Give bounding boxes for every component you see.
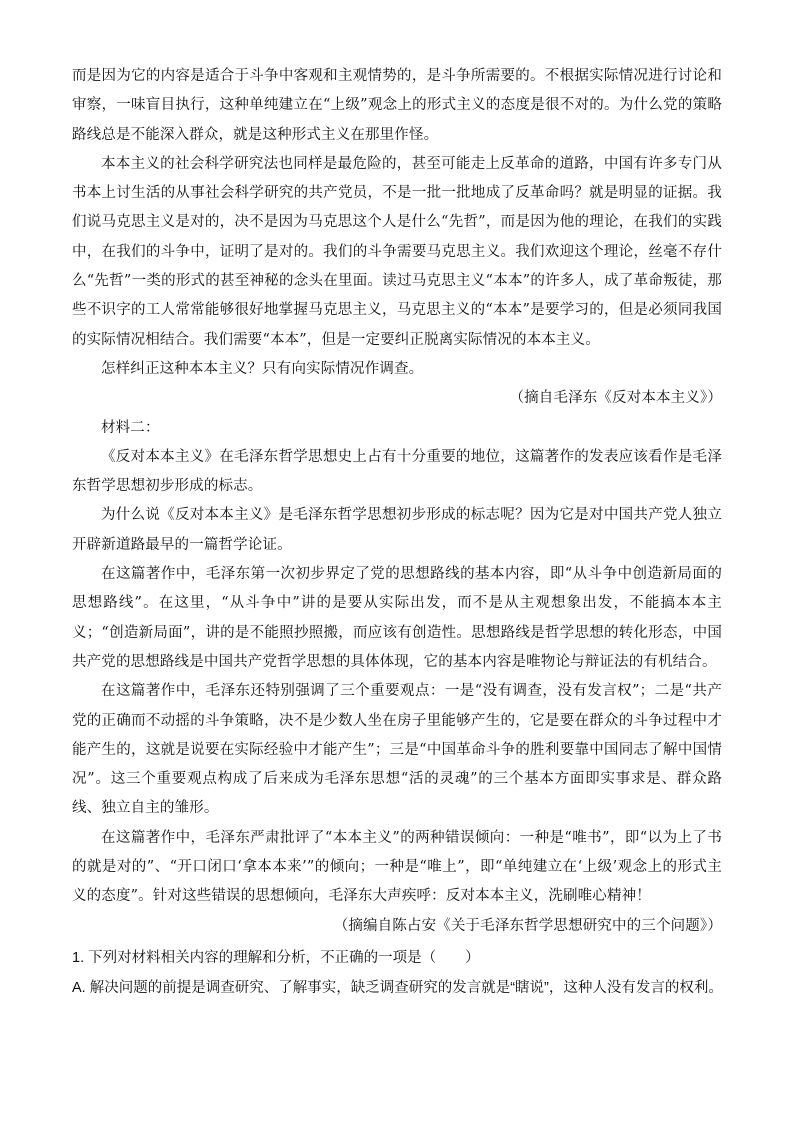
material2-paragraph-3: 在这篇著作中，毛泽东第一次初步界定了党的思想路线的基本内容，即“从斗争中创造新局面的思想路线”。在这里，“从斗争中”讲的是要从实际出发，而不是从主观想象出发，不能搞本本主义；“创造新局面”，讲的是不能照抄照搬，而应该有创造性。思想路线是哲学思想的转化形态，中国共产党的思想路线是中国共产党哲学思想的具体体现，它的基本内容是唯物论与辩证法的有机结合。 xyxy=(72,566,722,670)
question-stem: 1. 下列对材料相关内容的理解和分析，不正确的一项是（ ） xyxy=(72,950,480,966)
material2-heading: 材料二： xyxy=(101,419,160,436)
material2-paragraph-2: 为什么说《反对本本主义》是毛泽东哲学思想初步形成的标志呢？因为它是对中国共产党人独立开辟新道路最早的一篇哲学论证。 xyxy=(72,507,722,553)
material2-source: （摘编自陈占安《关于毛泽东哲学思想研究中的三个问题》） xyxy=(333,917,722,934)
material2-paragraph-4: 在这篇著作中，毛泽东还特别强调了三个重要观点：一是“没有调查，没有发言权”；二是“共产党的正确而不动摇的斗争策略，决不是少数人坐在房子里能够产生的，它是要在群众的斗争过程中才能产生的，这就是说要在实际经验中才能产生”；三是“中国革命斗争的胜利要靠中国同志了解中国情况”。这三个重要观点构成了后来成为毛泽东思想“活的灵魂”的三个基本方面即实事求是、群众路线、独立自主的雏形。 xyxy=(72,683,722,817)
reading-passage xyxy=(72,62,722,941)
material1-source: （摘自毛泽东《反对本本主义》） xyxy=(509,390,722,407)
material1-paragraph-1: 而是因为它的内容是适合于斗争中客观和主观情势的，是斗争所需要的。不根据实际情况进行讨论和审察，一味盲目执行，这种单纯建立在“上级”观念上的形式主义的态度是很不对的。为什么党的策略路线总是不能深入群众，就是这种形式主义在那里作怪。 xyxy=(72,68,722,143)
material1-paragraph-2: 本本主义的社会科学研究法也同样是最危险的，甚至可能走上反革命的道路，中国有许多专门从书本上讨生活的从事社会科学研究的共产党员，不是一批一批地成了反革命吗？就是明显的证据。我们说马克思主义是对的，决不是因为马克思这个人是什么“先哲”，而是因为他的理论，在我们的实践中，在我们的斗争中，证明了是对的。我们的斗争需要马克思主义。我们欢迎这个理论，丝毫不存什么“先哲”一类的形式的甚至神秘的念头在里面。读过马克思主义“本本”的许多人，成了革命叛徒，那些不识字的工人常常能够很好地掌握马克思主义，马克思主义的“本本”是要学习的，但是必须同我国的实际情况相结合。我们需要“本本”，但是一定要纠正脱离实际情况的本本主义。 xyxy=(72,155,722,348)
material1-paragraph-3: 怎样纠正这种本本主义？只有向实际情况作调查。 xyxy=(101,360,424,377)
material2-paragraph-5: 在这篇著作中，毛泽东严肃批评了“本本主义”的两种错误倾向：一种是“唯书”，即“以为上了书的就是对的”、“开口闭口‘拿本本来’”的倾向；一种是“唯上”，即“单纯建立在‘上级’观念上的形式主义的态度”。针对这些错误的思想倾向，毛泽东大声疾呼：反对本本主义，洗刷唯心精神！ xyxy=(72,829,722,905)
question-option-a: A. 解决问题的前提是调查研究、了解事实，缺乏调查研究的发言就是“瞎说”，这种人没有发言的权利。 xyxy=(72,980,723,996)
question-1 xyxy=(72,943,742,1003)
material2-paragraph-1: 《反对本本主义》在毛泽东哲学思想史上占有十分重要的地位，这篇著作的发表应该看作是毛泽东哲学思想初步形成的标志。 xyxy=(72,448,722,495)
